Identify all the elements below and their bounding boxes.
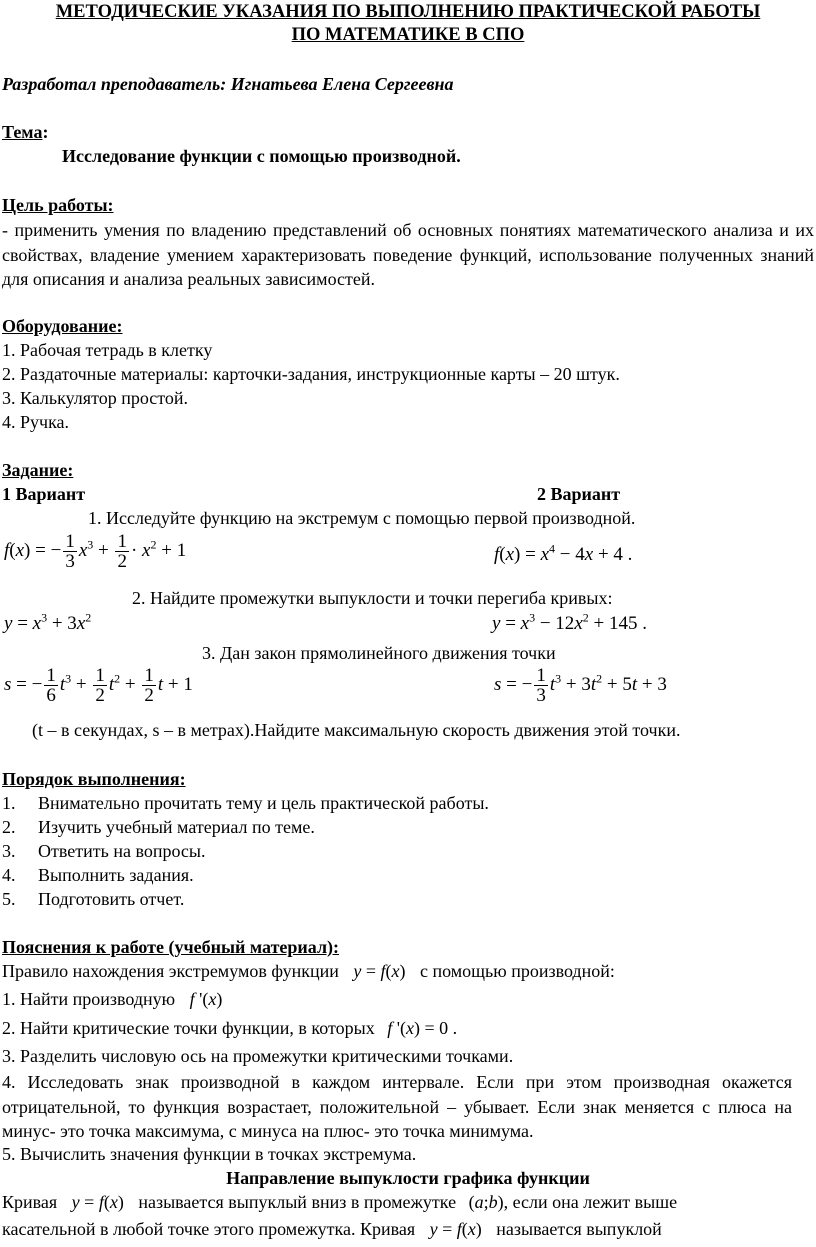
- topic-label: Тема: [2, 122, 43, 142]
- convex-title: Направление выпуклости графика функции: [226, 1168, 590, 1188]
- goal-text: - применить умения по владению представлений об основных понятиях математического анализа и их свойствах, владение умением характеризовать поведение функций, использование полученных знаний для описания и анализа реальных зависимостей.: [2, 220, 814, 289]
- procedure-item-1: 1. Внимательно прочитать тему и цель практической работы.: [2, 793, 489, 813]
- formula-v2-task1: $f(x) = x^4 - 4x + 4$ .: [494, 541, 633, 565]
- topic-colon: :: [42, 122, 49, 142]
- variant-1: 1 Вариант: [2, 484, 86, 504]
- task-1: 1. Исследуйте функцию на экстремум с помощью первой производной.: [88, 508, 636, 528]
- rule-5: 5. Вычислить значения функции в точках экстремума.: [2, 1144, 417, 1164]
- topic-heading: [2, 122, 48, 143]
- rule-intro: Правило нахождения экстремумов функции y = f(x) с помощью производной:: [2, 961, 615, 981]
- rule-4: 4. Исследовать знак производной в каждом интервале. Если при этом производная окажется отрицательной, то функция возрастает, положительной – убывает. Если знак меняется с плюса на минус- это точка максимума, с минуса на плюс- это точка минимума.: [2, 1072, 792, 1141]
- procedure-item-5: 5. Подготовить отчет.: [2, 889, 185, 909]
- rule-1: 1. Найти производную f '(x): [2, 989, 223, 1009]
- procedure-item-3: 3. Ответить на вопросы.: [2, 841, 206, 861]
- convex-line-1: Кривая y = f(x) называется выпуклый вниз в промежутке (a;b), если она лежит выше: [2, 1192, 678, 1212]
- procedure-item-2: 2. Изучить учебный материал по теме.: [2, 817, 315, 837]
- formula-v1-task1: f(x) = − $\frac{1}{3}$ $x^3$ + $\frac{1}{2}$ · $x^2 + 1$: [4, 531, 187, 572]
- task-label: Задание:: [2, 460, 74, 480]
- equipment-label: Оборудование:: [2, 316, 123, 336]
- equipment-item-1: 1. Рабочая тетрадь в клетку: [2, 340, 213, 360]
- equipment-item-3: 3. Калькулятор простой.: [2, 388, 189, 408]
- equipment-item-2: 2. Раздаточные материалы: карточки-задания, инструкционные карты – 20 штук.: [2, 364, 620, 384]
- formula-v1-task2: $y = x^3 + 3x^2$: [4, 610, 92, 634]
- title-line2: ПО МАТЕМАТИКЕ В СПО: [291, 25, 525, 45]
- explain-label: Пояснения к работе (учебный материал):: [2, 937, 340, 957]
- title-line1: МЕТОДИЧЕСКИЕ УКАЗАНИЯ ПО ВЫПОЛНЕНИЮ ПРАКТИЧЕСКОЙ РАБОТЫ: [55, 2, 761, 22]
- author: Разработал преподаватель: Игнатьева Елена Сергеевна: [2, 74, 454, 94]
- procedure-item-4: 4. Выполнить задания.: [2, 865, 194, 885]
- topic-text: Исследование функции с помощью производной.: [62, 146, 461, 166]
- task-3-note: (t – в секундах, s – в метрах).Найдите максимальную скорость движения этой точки.: [32, 720, 681, 740]
- convex-line-2: касательной в любой точке этого промежутка. Кривая y = f(x) называется выпуклой: [2, 1219, 662, 1239]
- rule-2: 2. Найти критические точки функции, в которых f '(x) = 0 .: [2, 1018, 458, 1038]
- task-3: 3. Дан закон прямолинейного движения точки: [202, 643, 556, 663]
- rule-3: 3. Разделить числовую ось на промежутки критическими точками.: [2, 1046, 514, 1066]
- formula-v2-task3: s = − $\frac{1}{3}$ $t^3 + 3t^2 + 5t + 3$: [494, 665, 667, 706]
- procedure-label: Порядок выполнения:: [2, 769, 186, 789]
- formula-v2-task2: $y = x^3 - 12x^2 + 145$ .: [492, 610, 647, 634]
- equipment-item-4: 4. Ручка.: [2, 412, 70, 432]
- variant-2: 2 Вариант: [537, 484, 621, 504]
- task-2: 2. Найдите промежутки выпуклости и точки перегиба кривых:: [132, 588, 613, 608]
- goal-label: Цель работы:: [2, 195, 114, 215]
- formula-v1-task3: s = − $\frac{1}{6}$ $t^3$ + $\frac{1}{2}$ $t^2$ + $\frac{1}{2}$ t + 1: [4, 665, 193, 706]
